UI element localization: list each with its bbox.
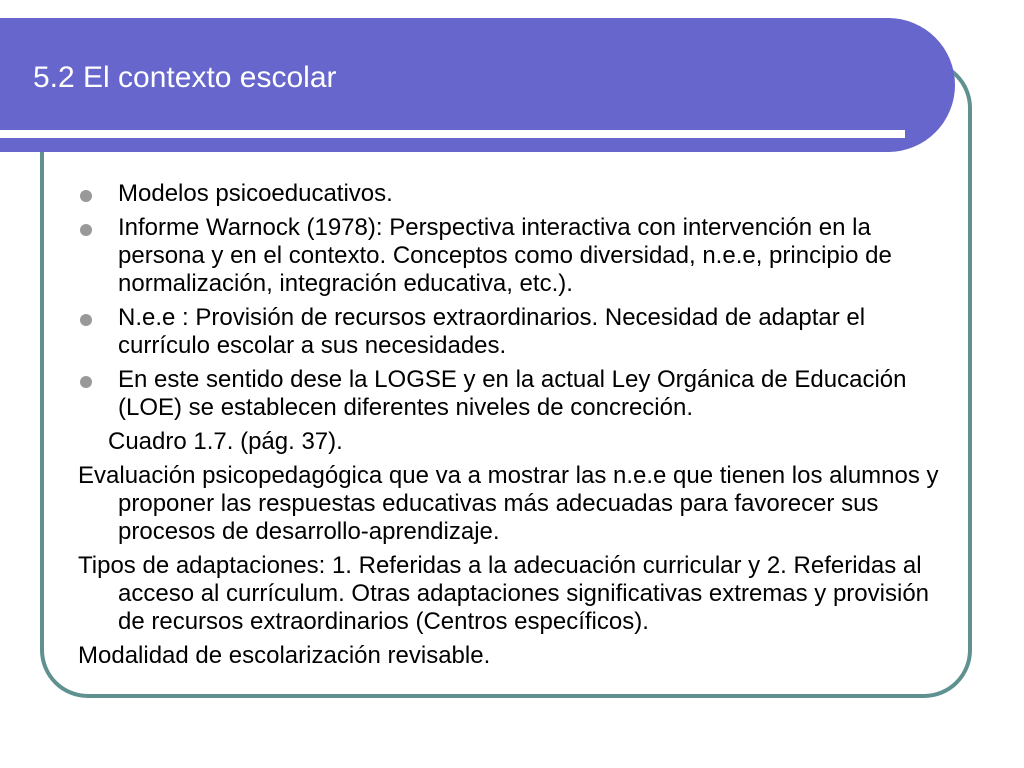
bullet-dot-icon <box>80 314 92 326</box>
bullet-item <box>78 304 953 360</box>
bullet-item <box>78 214 953 298</box>
bullet-dot-icon <box>80 376 92 388</box>
reference-text: Cuadro 1.7. (pág. 37). <box>108 428 343 455</box>
bullet-text: Informe Warnock (1978): Perspectiva interactiva con intervención en la persona y en el contexto. Conceptos como diversidad, n.e.e, principio de normalización, integración educativa, etc.). <box>118 214 892 297</box>
bullet-dot-icon <box>80 224 92 236</box>
slide-content <box>78 180 953 670</box>
bullet-item <box>78 180 953 208</box>
paragraph-text: Tipos de adaptaciones: 1. Referidas a la adecuación curricular y 2. Referidas al acceso al currículum. Otras adaptaciones significativas extremas y provisión de recursos extraordinarios (Centros específicos). <box>78 552 930 635</box>
paragraph-text: Evaluación psicopedagógica que va a mostrar las n.e.e que tienen los alumnos y proponer las respuestas educativas más adecuadas para favorecer sus procesos de desarrollo-aprendizaje. <box>78 462 939 545</box>
bullet-item <box>78 366 953 422</box>
bullet-text: En este sentido dese la LOGSE y en la actual Ley Orgánica de Educación (LOE) se establecen diferentes niveles de concreción. <box>118 366 907 421</box>
bullet-text: Modelos psicoeducativos. <box>118 180 393 207</box>
bullet-text: N.e.e : Provisión de recursos extraordinarios. Necesidad de adaptar el currículo escolar a sus necesidades. <box>118 304 866 359</box>
slide-title: 5.2 El contexto escolar <box>33 61 337 94</box>
paragraph-text: Modalidad de escolarización revisable. <box>78 642 491 669</box>
bullet-dot-icon <box>80 190 92 202</box>
title-underline <box>0 130 905 138</box>
